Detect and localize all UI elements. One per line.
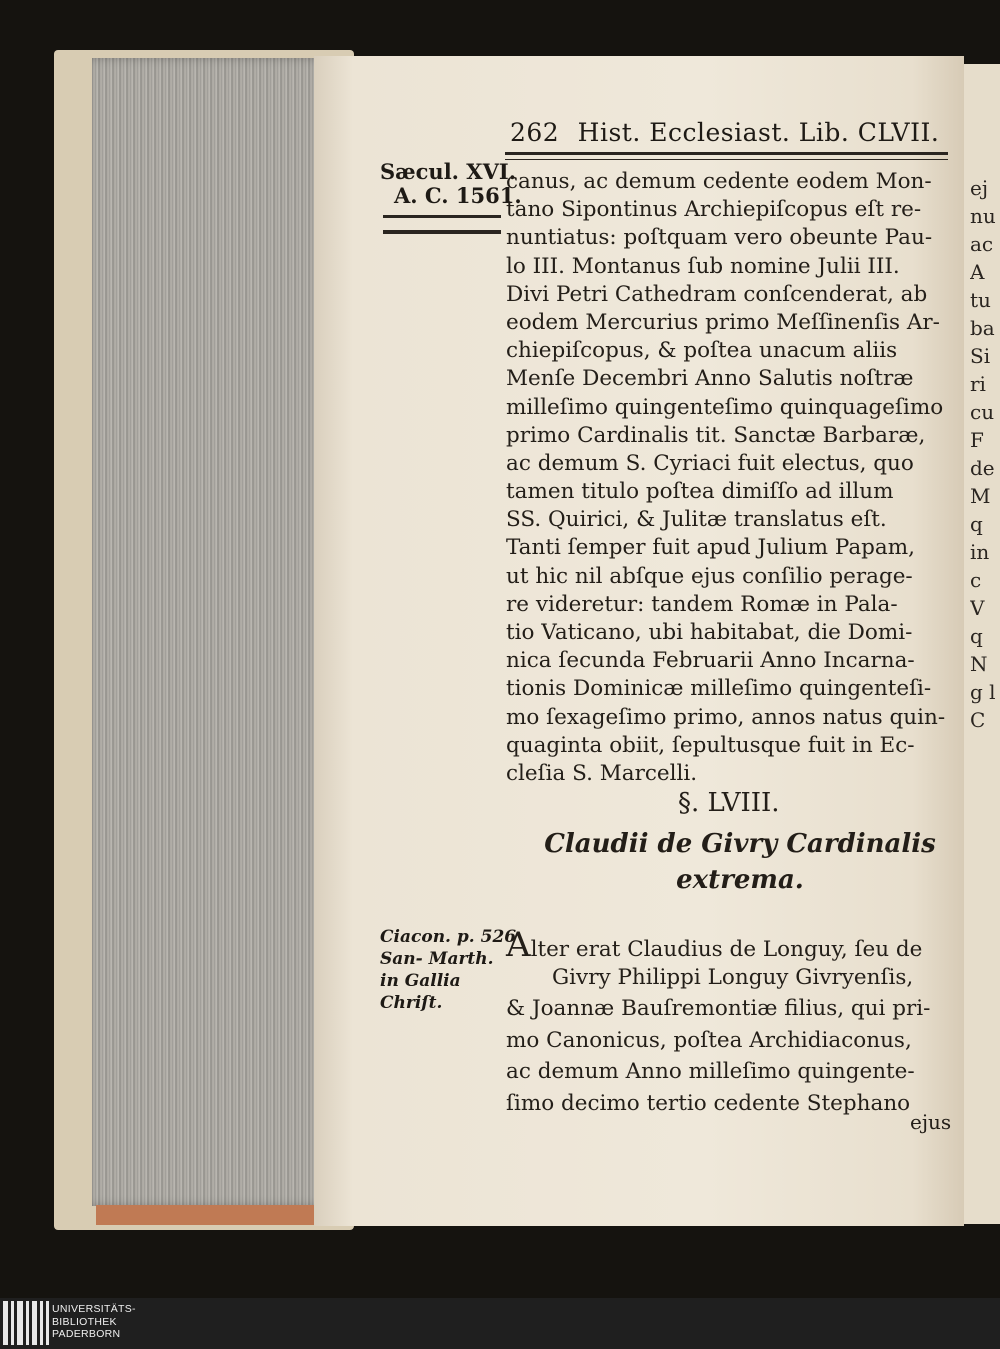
text-line: SS. Quirici, & Julitæ translatus eſt. [506, 507, 887, 533]
library-footer [0, 1298, 1000, 1349]
margin-year: A. C. 1561. [394, 183, 522, 208]
text-line: Menſe Decembri Anno Salutis noſtræ [506, 366, 914, 392]
text-line: ſimo decimo tertio cedente Stephano [506, 1090, 911, 1116]
margin-rule-thick [383, 230, 501, 234]
text-line: eodem Mercurius primo Meſſinenſis Ar- [506, 309, 940, 335]
library-name-line: PADERBORN [52, 1328, 121, 1340]
text-line: mo Canonicus, poſtea Archidiaconus, [506, 1027, 912, 1053]
running-title: Hist. Ecclesiast. Lib. CLVII. [577, 118, 940, 147]
text-line: Givry Philippi Longuy Givryenſis, [552, 964, 914, 990]
text-line: Tanti ſemper fuit apud Julium Papam, [506, 535, 915, 561]
text-line: tano Sipontinus Archiepiſcopus eſt re- [506, 197, 922, 223]
page-edges [92, 58, 328, 1206]
body-paragraph-2 [506, 925, 954, 1119]
text-line: cleſia S. Marcelli. [506, 760, 698, 786]
text-line: milleſimo quingenteſimo quinquageſimo [506, 394, 944, 420]
text-line: ac demum Anno milleſimo quingente- [506, 1059, 915, 1084]
running-header [510, 118, 950, 152]
margin-reference-note [380, 926, 516, 1014]
margin-ref-line: San- Marth. [380, 949, 494, 969]
text-line: chiepiſcopus, & poſtea unacum aliis [506, 338, 898, 364]
body-paragraph-1 [506, 168, 954, 788]
margin-ref-line: Chriſt. [380, 993, 443, 1013]
text-line: ac demum S. Cyriaci fuit electus, quo [506, 450, 914, 476]
margin-ref-line: in Gallia [380, 971, 461, 991]
text-line: ut hic nil abſque ejus conſilio perage- [506, 563, 913, 589]
library-name-line: BIBLIOTHEK [52, 1315, 117, 1328]
header-rule-thin [505, 159, 948, 160]
text-line: & Joannæ Bauſremontiæ filius, qui pri- [506, 996, 931, 1021]
next-page-fragment: ej nu ac A tu ba Si ri cu F de M q in c V q N g l C [970, 176, 996, 732]
library-name-line: UNIVERSITÄTS- [52, 1303, 136, 1315]
library-name [52, 1303, 136, 1341]
text-line: nica ſecunda Februarii Anno Incarna- [506, 648, 915, 674]
text-line [506, 925, 954, 965]
text-line: quaginta obiit, ſepultusque fuit in Ec- [506, 732, 915, 758]
text-line: tionis Dominicæ milleſimo quingenteſi- [506, 676, 932, 702]
margin-date-note [380, 160, 522, 208]
text-line: mo ſexageſimo primo, annos natus quin- [506, 704, 946, 730]
catchword: ejus [910, 1110, 952, 1134]
margin-century: Sæcul. XVI. [380, 159, 517, 184]
section-title-line-2: extrema. [676, 865, 804, 895]
text-line-first: lter erat Claudius de Longuy, ſeu de [530, 937, 923, 962]
text-line: lo III. Montanus ſub nomine Julii III. [506, 253, 900, 279]
text-line: tamen titulo poſtea dimiſſo ad illum [506, 479, 894, 505]
section-title-line-1: Claudii de Givry Cardinalis [544, 829, 936, 859]
text-line: primo Cardinalis tit. Sanctæ Barbaræ, [506, 422, 926, 448]
header-rule [505, 152, 948, 155]
margin-ref-line: Ciacon. p. 526 [380, 927, 517, 947]
text-line: Divi Petri Cathedram conſcenderat, ab [506, 281, 928, 307]
page-number: 262 [510, 118, 560, 147]
section-number: §. LVIII. [678, 788, 780, 818]
library-logo-icon [3, 1301, 49, 1345]
text-line: nuntiatus: poſtquam vero obeunte Pau- [506, 225, 933, 251]
page-edges-bottom [96, 1205, 328, 1225]
margin-rule [383, 215, 501, 218]
next-page-strip [962, 64, 1000, 1224]
drop-cap: A [506, 925, 531, 965]
text-line: tio Vaticano, ubi habitabat, die Domi- [506, 620, 913, 645]
section-title [530, 826, 950, 898]
text-line: re videretur: tandem Romæ in Pala- [506, 591, 898, 617]
text-line: canus, ac demum cedente eodem Mon- [506, 169, 932, 194]
